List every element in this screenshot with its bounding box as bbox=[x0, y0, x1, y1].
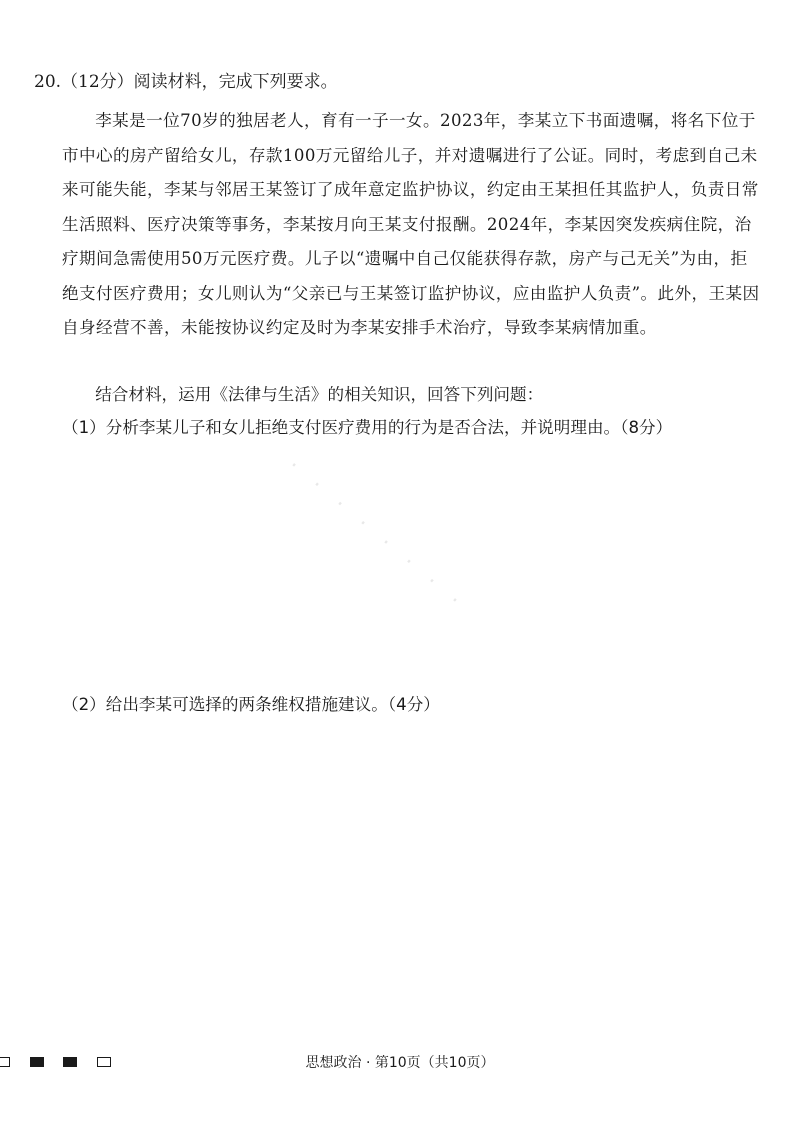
material-paragraph: 李某是一位70岁的独居老人，育有一子一女。2023年，李某立下书面遗嘱，将名下位于市中心的房产留给女儿，存款100万元留给儿子，并对遗嘱进行了公证。同时，考虑到自己未来可能失能，李某与邻居王某签订了成年意定监护协议，约定由王某担任其监护人，负责日常生活照料、医疗决策等事务，李某按月向王某支付报酬。2024年，李某因突发疾病住院，治疗期间急需使用50万元医疗费。儿子以“遗嘱中自己仅能获得存款，房产与己无关”为由，拒绝支付医疗费用；女儿则认为“父亲已与王某签订监护协议，应由监护人负责”。此外，王某因自身经营不善，未能按协议约定及时为李某安排手术治疗，导致李某病情加重。 bbox=[62, 111, 760, 337]
sub-question-2: （2）给出李某可选择的两条维权措施建议。（4分） bbox=[62, 695, 440, 714]
question-header: 20.（12分）阅读材料，完成下列要求。 bbox=[34, 72, 338, 92]
faint-watermark: · · · · · · · · bbox=[282, 454, 472, 618]
page-footer bbox=[0, 1052, 800, 1076]
reading-material bbox=[62, 104, 762, 346]
question-instruction: 结合材料，运用《法律与生活》的相关知识，回答下列问题： bbox=[95, 385, 544, 404]
page-number-label: 思想政治 · 第10页（共10页） bbox=[305, 1055, 495, 1071]
sub-question-1: （1）分析李某儿子和女儿拒绝支付医疗费用的行为是否合法，并说明理由。（8分） bbox=[62, 418, 673, 437]
